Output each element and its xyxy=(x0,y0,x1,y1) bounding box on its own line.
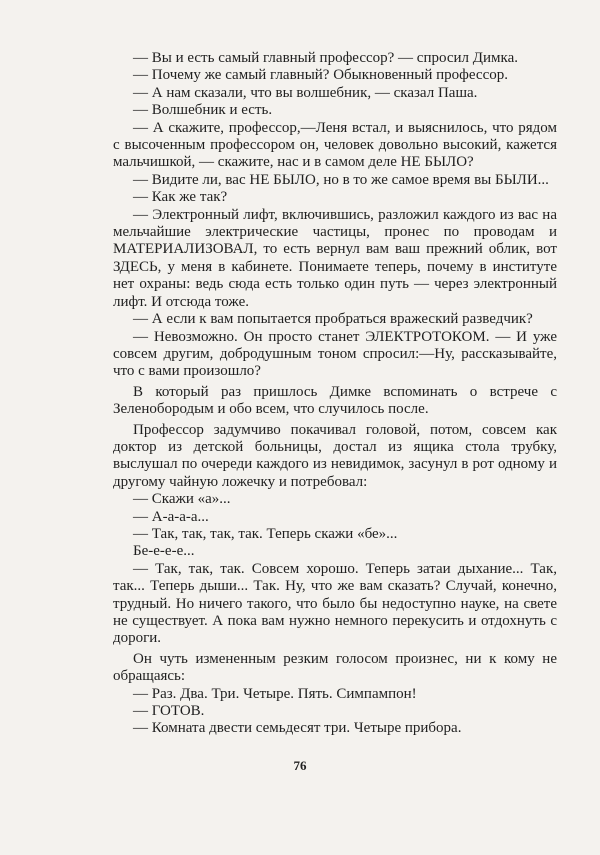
paragraph: — Видите ли, вас НЕ БЫЛО, но в то же самое время вы БЫЛИ... xyxy=(133,171,549,188)
paragraph: В который раз пришлось Димке вспоминать о встрече с Зеленобородым и обо всем, что случилось после. xyxy=(113,383,557,418)
paragraph: — ГОТОВ. xyxy=(133,703,205,720)
paragraph: — Невозможно. Он просто станет ЭЛЕКТРОТОКОМ. — И уже совсем другим, добродушным тоном спросил:—Ну, рассказывайте, что с вами произошло? xyxy=(113,328,557,380)
paragraph: — А-а-а-а... xyxy=(133,508,209,525)
paragraph: Бе-е-е-е... xyxy=(133,543,195,560)
page-number: 76 xyxy=(293,758,307,773)
paragraph: — Волшебник и есть. xyxy=(133,102,273,119)
paragraph: — Так, так, так, так. Теперь скажи «бе»... xyxy=(133,525,398,542)
paragraph: — Так, так, так. Совсем хорошо. Теперь затаи дыхание... Так, так... Теперь дыши... Так. Ну, что же вам сказать? Случай, конечно, трудный. Но ничего такого, что было бы недоступно науке, на свете не существует. А пока вам нужно немного перекусить и отдохнуть с дороги. xyxy=(113,560,557,647)
page-text xyxy=(113,50,557,738)
paragraph: — Как же так? xyxy=(133,189,228,206)
paragraph: Он чуть измененным резким голосом произнес, ни к кому не обращаясь: xyxy=(113,650,557,685)
paragraph: — Почему же самый главный? Обыкновенный профессор. xyxy=(133,67,508,84)
paragraph: — Электронный лифт, включившись, разложил каждого из вас на мельчайшие электрические частицы, пронес по проводам и МАТЕРИАЛИЗОВАЛ, то есть вернул вам ваш прежний облик, вот ЗДЕСЬ, у меня в кабинете. Понимаете теперь, почему в институте нет охраны: ведь сюда есть только один путь — через электронный лифт. И отсюда тоже. xyxy=(113,206,557,310)
paragraph: — Вы и есть самый главный профессор? — спросил Димка. xyxy=(133,50,518,66)
paragraph: — А если к вам попытается пробраться вражеский разведчик? xyxy=(133,311,533,328)
paragraph: — Раз. Два. Три. Четыре. Пять. Симпампон! xyxy=(133,685,417,702)
paragraph: Профессор задумчиво покачивал головой, потом, совсем как доктор из детской больницы, достал из ящика стола трубку, выслушал по очереди каждого из невидимок, засунул в рот одному и другому чайную ложечку и потребовал: xyxy=(113,421,557,490)
paragraph: — Комната двести семьдесят три. Четыре прибора. xyxy=(133,720,462,737)
paragraph: — Скажи «а»... xyxy=(133,491,231,508)
paragraph: — А нам сказали, что вы волшебник, — сказал Паша. xyxy=(133,84,478,101)
paragraph: — А скажите, профессор,—Леня встал, и выяснилось, что рядом с высоченным профессором он, человек довольно высокий, кажется мальчишкой, — скажите, нас и в самом деле НЕ БЫЛО? xyxy=(113,119,557,171)
